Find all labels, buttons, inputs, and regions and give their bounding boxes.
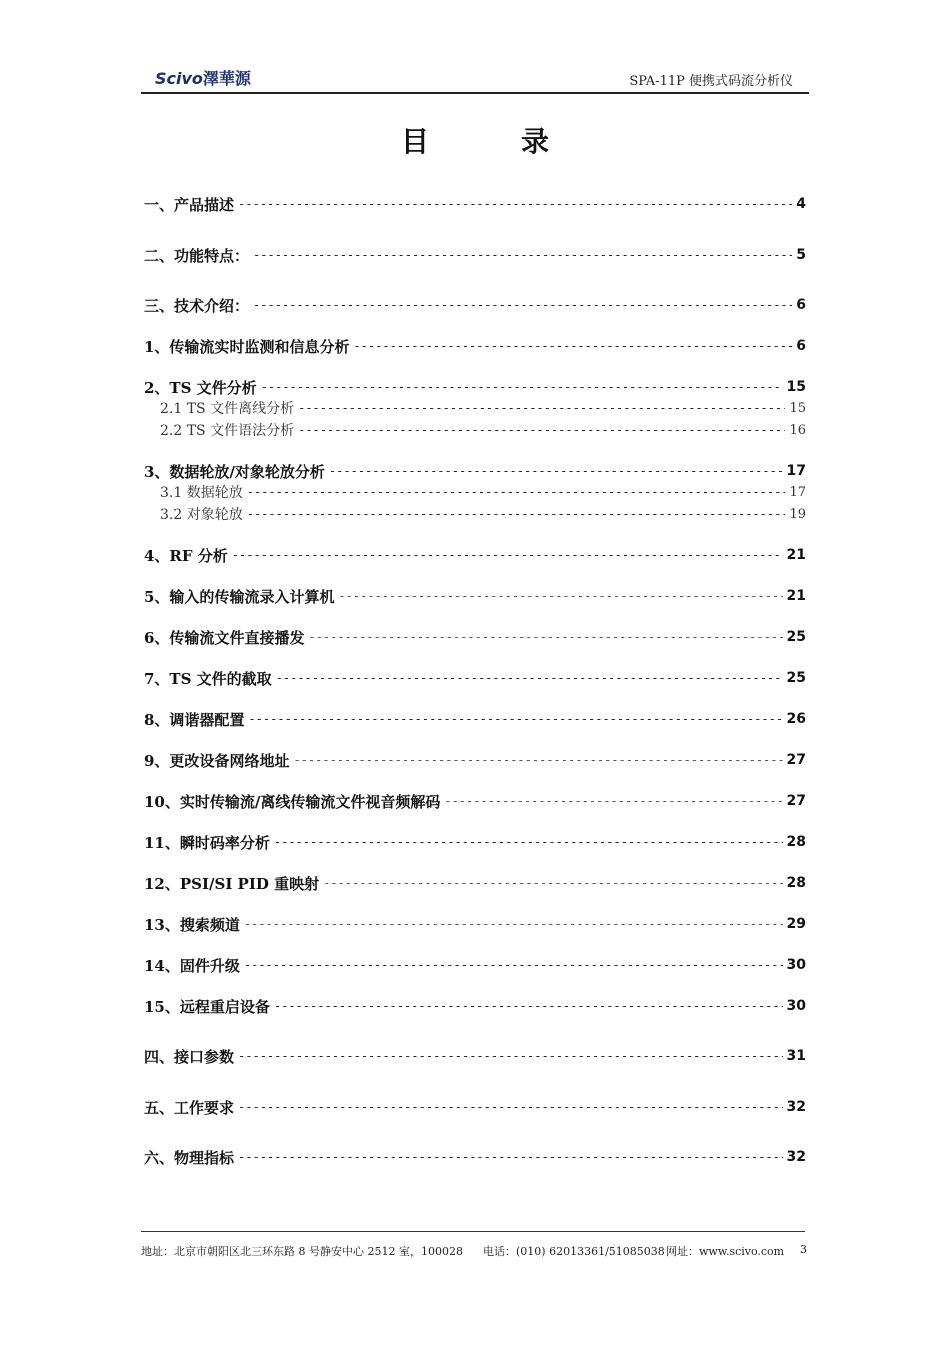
- toc-page: 30: [786, 957, 806, 973]
- toc-leader: [244, 958, 783, 972]
- toc-leader: [308, 630, 782, 644]
- toc-label: 一、产品描述: [144, 195, 235, 214]
- toc-leader: [253, 298, 792, 312]
- toc-leader: [274, 835, 783, 849]
- toc-page: 32: [786, 1099, 806, 1115]
- toc-leader: [238, 197, 792, 211]
- toc-page: 30: [786, 998, 806, 1014]
- toc-page: 32: [786, 1149, 806, 1165]
- toc-entry[interactable]: [144, 995, 806, 1017]
- toc-label: 三、技术介绍：: [144, 296, 250, 315]
- toc-page: 31: [786, 1048, 806, 1064]
- toc-label: 五、工作要求: [144, 1098, 235, 1117]
- toc-entry[interactable]: [144, 460, 806, 482]
- toc-label: 二、功能特点：: [144, 246, 250, 265]
- toc-subentry[interactable]: [160, 481, 806, 503]
- toc-label: 9、更改设备网络地址: [144, 751, 290, 770]
- toc-label: 四、接口参数: [144, 1047, 235, 1066]
- company-logo: [155, 66, 251, 89]
- toc-label: 8、调谐器配置: [144, 710, 245, 729]
- toc-page: 29: [786, 916, 806, 932]
- toc-page: 27: [786, 793, 806, 809]
- toc-entry[interactable]: [144, 244, 806, 266]
- toc-label: 13、搜索频道: [144, 915, 240, 934]
- toc-label: 2.1 TS 文件离线分析: [160, 401, 295, 417]
- toc-leader: [444, 794, 782, 808]
- toc-leader: [248, 712, 782, 726]
- toc-page: 17: [789, 484, 806, 500]
- logo-chinese: 澤華源: [202, 69, 251, 88]
- toc-leader: [276, 671, 783, 685]
- toc-page: 25: [786, 629, 806, 645]
- toc-entry[interactable]: [144, 193, 806, 215]
- toc-page: 6: [796, 338, 806, 354]
- toc-leader: [274, 999, 783, 1013]
- toc-page: 19: [789, 506, 806, 522]
- footer-website[interactable]: 网址：www.scivo.com: [666, 1245, 785, 1258]
- toc-entry[interactable]: [144, 708, 806, 730]
- toc-entry[interactable]: [144, 1096, 806, 1118]
- page-footer: [141, 1243, 807, 1259]
- toc-label: 12、PSI/SI PID 重映射: [144, 874, 320, 893]
- page-title: [0, 120, 950, 160]
- page-number: 3: [800, 1243, 807, 1256]
- toc-label: 2.2 TS 文件语法分析: [160, 423, 295, 439]
- toc-entry[interactable]: [144, 872, 806, 894]
- toc-page: 4: [796, 196, 806, 212]
- toc-subentry[interactable]: [160, 397, 806, 419]
- toc-leader: [353, 339, 792, 353]
- toc-leader: [232, 548, 783, 562]
- toc-label: 2、TS 文件分析: [144, 378, 257, 397]
- toc-subentry[interactable]: [160, 503, 806, 525]
- toc-label: 7、TS 文件的截取: [144, 669, 272, 688]
- footer-address: 地址：北京市朝阳区北三环东路 8 号静安中心 2512 室，100028: [141, 1245, 463, 1258]
- toc-label: 5、输入的传输流录入计算机: [144, 587, 335, 606]
- toc-label: 3、数据轮放/对象轮放分析: [144, 462, 325, 481]
- toc-leader: [238, 1150, 783, 1164]
- footer-phone: 电话：(010) 62013361/51085038: [483, 1245, 665, 1258]
- title-part-1: 目: [400, 125, 429, 158]
- toc-page: 5: [796, 247, 806, 263]
- toc-label: 六、物理指标: [144, 1148, 235, 1167]
- product-title: SPA-11P 便携式码流分析仪: [629, 74, 793, 89]
- toc-leader: [238, 1049, 783, 1063]
- toc-page: 28: [786, 875, 806, 891]
- toc-entry[interactable]: [144, 913, 806, 935]
- toc-entry[interactable]: [144, 954, 806, 976]
- title-part-2: 录: [521, 125, 550, 158]
- toc-label: 6、传输流文件直接播发: [144, 628, 305, 647]
- toc-leader: [261, 380, 783, 394]
- toc-entry[interactable]: [144, 335, 806, 357]
- page-header: [141, 66, 809, 94]
- toc-entry[interactable]: [144, 831, 806, 853]
- toc-leader: [298, 401, 785, 415]
- toc-leader: [338, 589, 782, 603]
- toc-entry[interactable]: [144, 544, 806, 566]
- toc-page: 15: [786, 379, 806, 395]
- toc-page: 28: [786, 834, 806, 850]
- toc-leader: [244, 917, 783, 931]
- toc-page: 6: [796, 297, 806, 313]
- toc-leader: [247, 507, 786, 521]
- toc-page: 25: [786, 670, 806, 686]
- toc-label: 3.2 对象轮放: [160, 507, 243, 523]
- toc-leader: [298, 423, 785, 437]
- toc-entry[interactable]: [144, 1146, 806, 1168]
- toc-leader: [247, 485, 786, 499]
- toc-entry[interactable]: [144, 585, 806, 607]
- toc-entry[interactable]: [144, 1045, 806, 1067]
- toc-page: 27: [786, 752, 806, 768]
- toc-label: 15、远程重启设备: [144, 997, 270, 1016]
- toc-entry[interactable]: [144, 294, 806, 316]
- toc-label: 1、传输流实时监测和信息分析: [144, 337, 350, 356]
- toc-entry[interactable]: [144, 376, 806, 398]
- toc-label: 3.1 数据轮放: [160, 485, 243, 501]
- toc-label: 14、固件升级: [144, 956, 240, 975]
- toc-page: 17: [786, 463, 806, 479]
- toc-page: 15: [789, 400, 806, 416]
- toc-leader: [238, 1100, 783, 1114]
- toc-label: 10、实时传输流/离线传输流文件视音频解码: [144, 792, 441, 811]
- toc-page: 21: [786, 588, 806, 604]
- toc-page: 21: [786, 547, 806, 563]
- toc-leader: [323, 876, 782, 890]
- toc-entry[interactable]: [144, 790, 806, 812]
- toc-subentry[interactable]: [160, 419, 806, 441]
- toc-leader: [293, 753, 782, 767]
- toc-page: 26: [786, 711, 806, 727]
- toc-entry[interactable]: [144, 667, 806, 689]
- toc-leader: [253, 248, 792, 262]
- toc-label: 4、RF 分析: [144, 546, 228, 565]
- toc-leader: [329, 464, 783, 478]
- toc-entry[interactable]: [144, 749, 806, 771]
- footer-rule: [141, 1231, 805, 1232]
- logo-english: Scivo: [155, 69, 203, 88]
- toc-label: 11、瞬时码率分析: [144, 833, 270, 852]
- toc-page: 16: [789, 422, 806, 438]
- toc-entry[interactable]: [144, 626, 806, 648]
